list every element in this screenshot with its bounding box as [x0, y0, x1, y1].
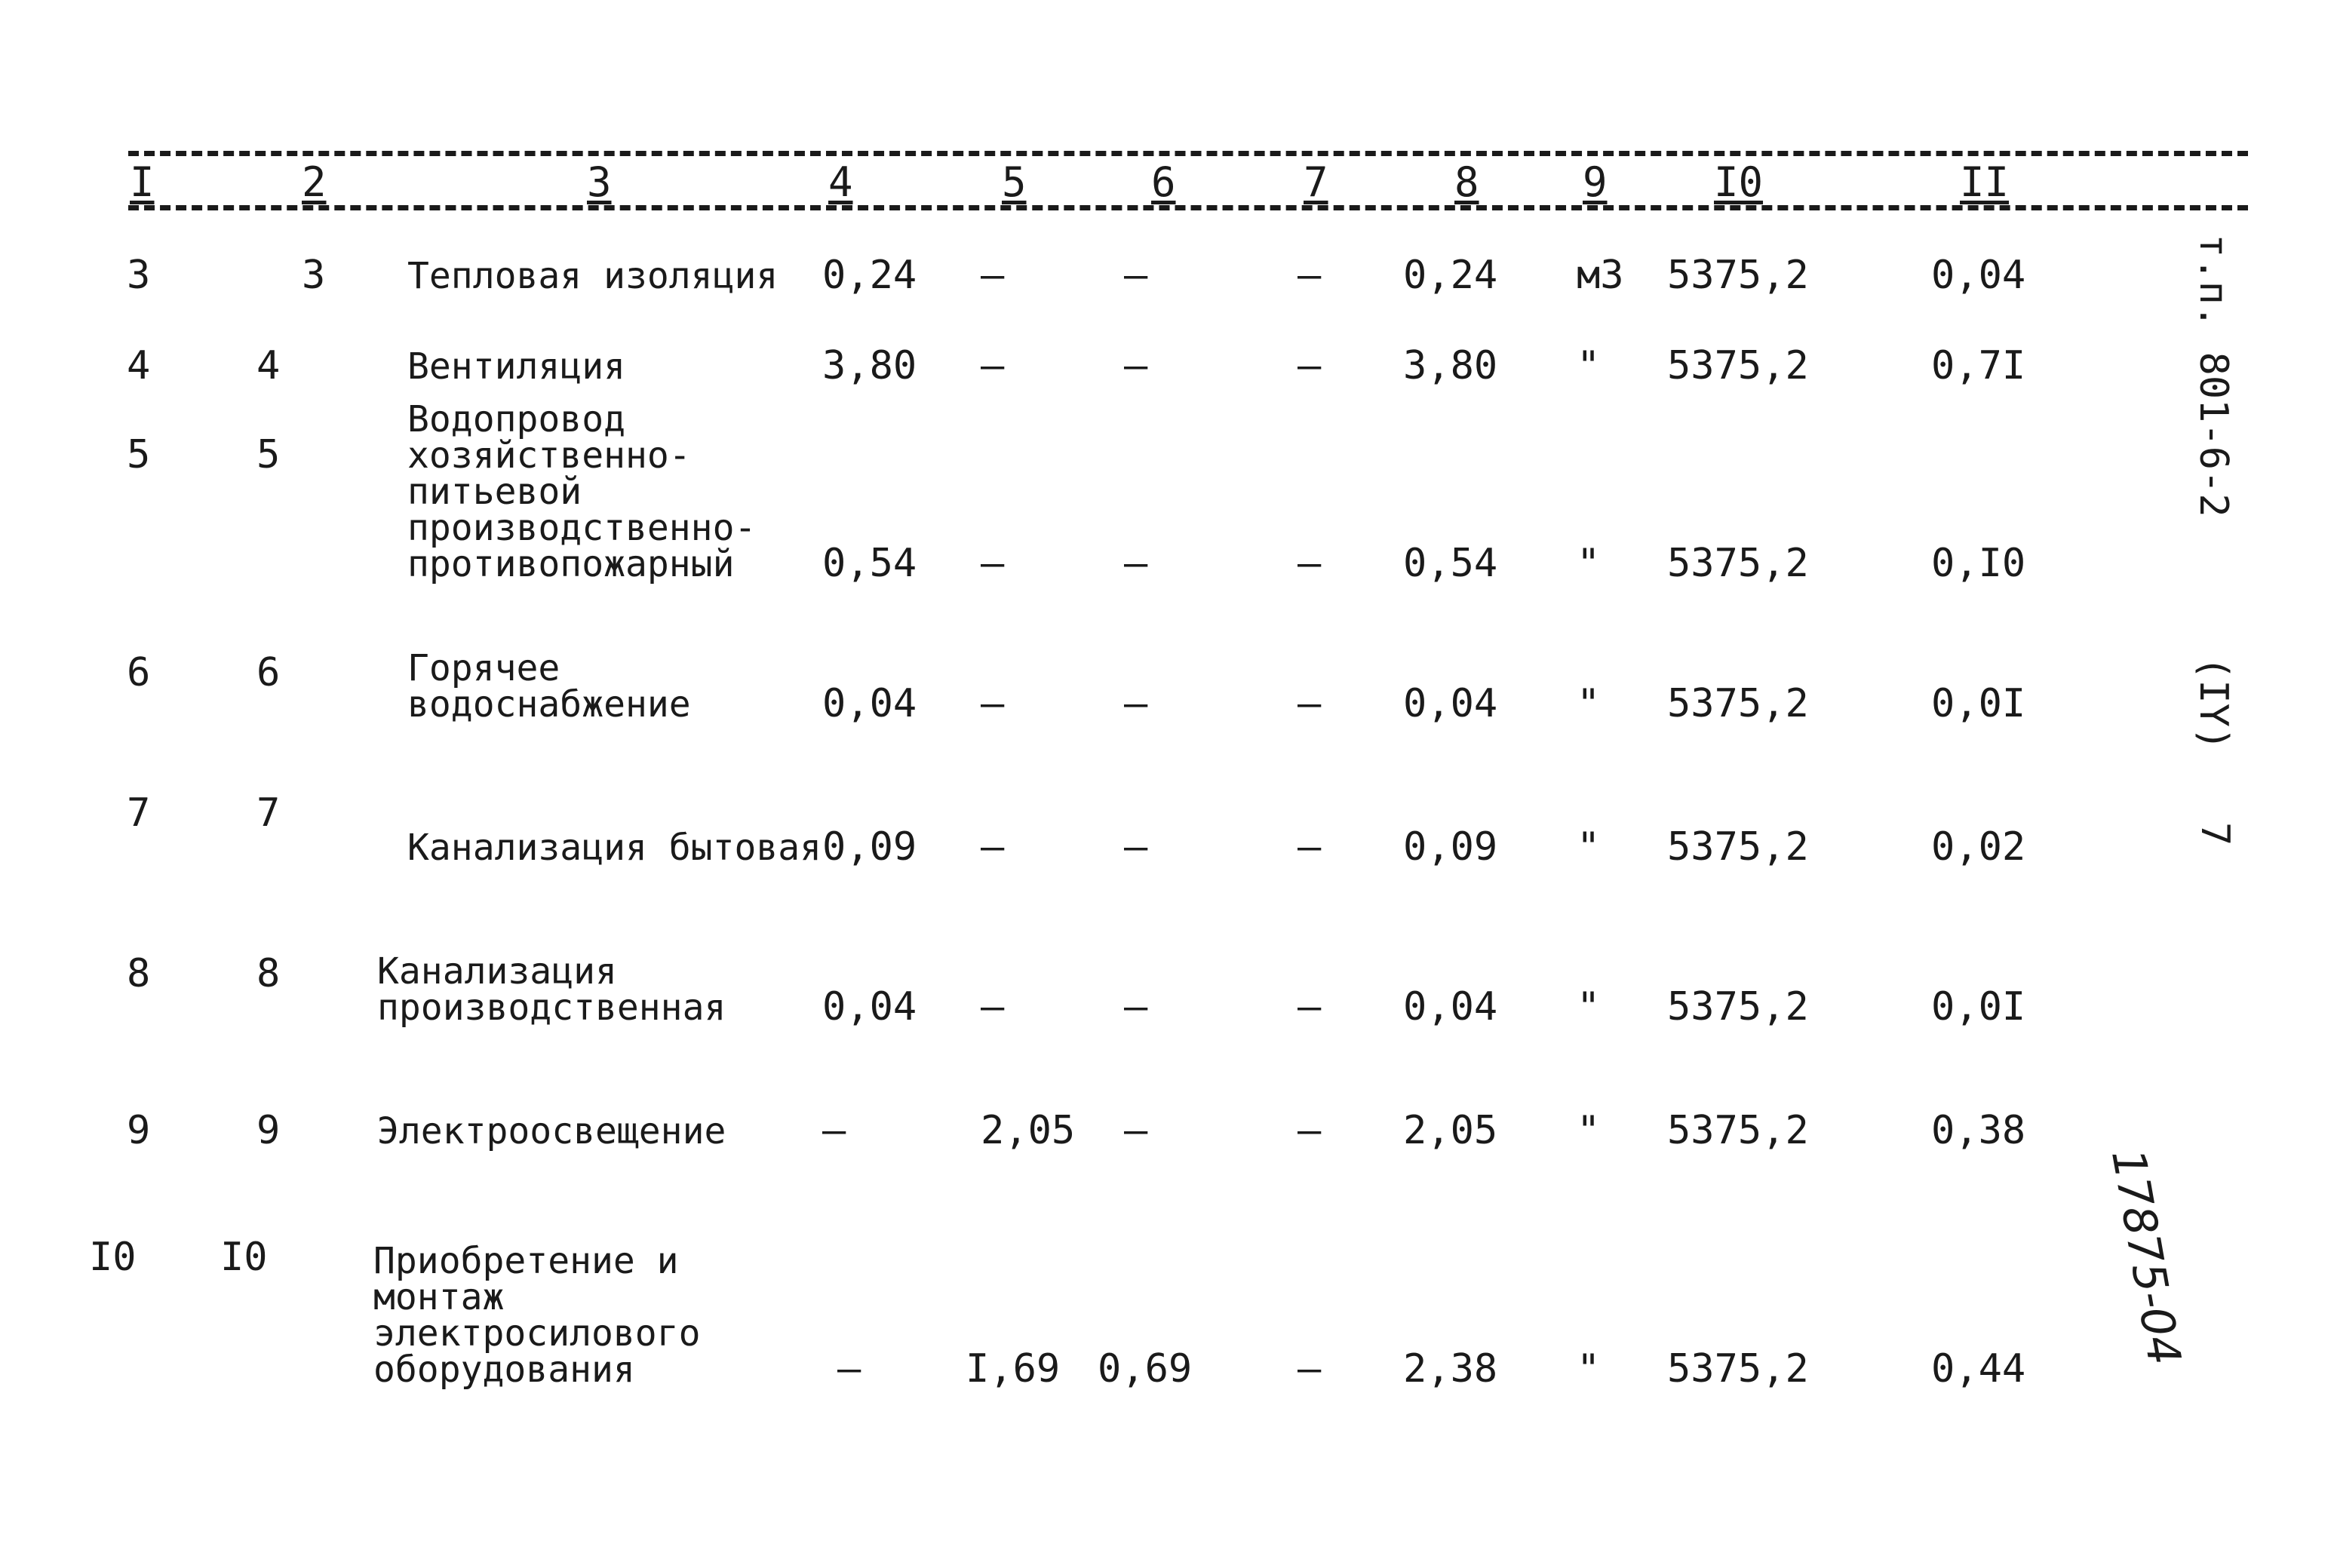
- item-number: 7: [256, 790, 281, 836]
- col-8-value: 0,09: [1403, 824, 1498, 870]
- item-number: 9: [256, 1108, 281, 1153]
- table-row: [0, 723, 2334, 870]
- col-8-value: 2,05: [1403, 1108, 1498, 1153]
- header-col-5: 5: [1002, 158, 1027, 206]
- col-8-value: 0,04: [1403, 681, 1498, 726]
- item-number: 5: [256, 432, 281, 477]
- header-col-6: 6: [1151, 158, 1176, 206]
- col-7-value: –: [1298, 681, 1322, 726]
- header-top-rule: [128, 151, 2248, 156]
- row-number: 4: [127, 343, 151, 388]
- total: 0,I0: [1931, 541, 2026, 586]
- unit: ": [1577, 681, 1601, 726]
- total: 0,7I: [1931, 343, 2026, 388]
- unit-price: 5375,2: [1667, 1346, 1809, 1392]
- col-8-value: 0,54: [1403, 541, 1498, 586]
- col-4-value: 3,80: [822, 343, 917, 388]
- table-row: [0, 234, 2334, 298]
- table-row: [0, 1149, 2334, 1392]
- unit: ": [1577, 984, 1601, 1029]
- col-5-value: 2,05: [981, 1108, 1076, 1153]
- col-8-value: 0,24: [1403, 253, 1498, 298]
- unit-price: 5375,2: [1667, 541, 1809, 586]
- col-6-value: –: [1124, 824, 1148, 870]
- unit-price: 5375,2: [1667, 253, 1809, 298]
- unit-price: 5375,2: [1667, 1108, 1809, 1153]
- col-4-value: 0,04: [822, 984, 917, 1029]
- total: 0,02: [1931, 824, 2026, 870]
- header-col-7: 7: [1304, 158, 1328, 206]
- item-name: Электроосвещение: [377, 1110, 726, 1152]
- row-number: 7: [127, 790, 151, 836]
- item-name: Тепловая изоляция: [407, 255, 779, 297]
- col-7-value: –: [1298, 824, 1322, 870]
- item-name: Горячее водоснабжение: [407, 647, 691, 726]
- item-number: 8: [256, 951, 281, 996]
- header-col-8: 8: [1454, 158, 1479, 206]
- col-5-value: –: [981, 681, 1005, 726]
- section-number: (IY): [2191, 656, 2236, 751]
- item-name: Вентиляция: [407, 345, 625, 388]
- col-7-value: –: [1298, 343, 1322, 388]
- item-name: Приобретение и монтаж электросилового оборудования: [373, 1240, 701, 1391]
- header-col-11: II: [1960, 158, 2010, 206]
- col-5-value: –: [981, 824, 1005, 870]
- row-number: 3: [127, 253, 151, 298]
- col-6-value: –: [1124, 541, 1148, 586]
- inventory-stamp: 17875-04: [2100, 1145, 2191, 1370]
- col-5-value: I,69: [966, 1346, 1061, 1392]
- page-number: 7: [2192, 822, 2237, 846]
- total: 0,38: [1931, 1108, 2026, 1153]
- row-number: 9: [127, 1108, 151, 1153]
- total: 0,04: [1931, 253, 2026, 298]
- col-4-value: 0,54: [822, 541, 917, 586]
- header-bottom-rule: [128, 205, 2248, 210]
- col-6-value: –: [1124, 253, 1148, 298]
- row-number: 6: [127, 650, 151, 695]
- header-col-9: 9: [1583, 158, 1608, 206]
- col-6-value: –: [1124, 1108, 1148, 1153]
- col-5-value: –: [981, 253, 1005, 298]
- table-row: [0, 1026, 2334, 1153]
- unit-price: 5375,2: [1667, 343, 1809, 388]
- total: 0,0I: [1931, 681, 2026, 726]
- item-name: Канализация производственная: [377, 950, 726, 1029]
- col-8-value: 0,04: [1403, 984, 1498, 1029]
- col-6-value: –: [1124, 984, 1148, 1029]
- col-5-value: –: [981, 541, 1005, 586]
- unit: ": [1577, 1108, 1601, 1153]
- unit-price: 5375,2: [1667, 681, 1809, 726]
- col-4-value: 0,24: [822, 253, 917, 298]
- table-body: [0, 234, 2334, 1392]
- header-col-1: I: [130, 158, 155, 206]
- col-4-value: 0,09: [822, 824, 917, 870]
- total: 0,44: [1931, 1346, 2026, 1392]
- total: 0,0I: [1931, 984, 2026, 1029]
- table-row: [0, 385, 2334, 586]
- col-7-value: –: [1298, 1346, 1322, 1392]
- table-row: [0, 582, 2334, 726]
- item-number: I0: [220, 1235, 268, 1280]
- col-6-value: –: [1124, 681, 1148, 726]
- item-name: Водопровод хозяйственно-питьевой производственно-противопожарный: [407, 398, 757, 585]
- col-8-value: 2,38: [1403, 1346, 1498, 1392]
- header-col-4: 4: [828, 158, 853, 206]
- row-number: 5: [127, 432, 151, 477]
- item-number: 3: [302, 253, 326, 298]
- unit-price: 5375,2: [1667, 824, 1809, 870]
- row-number: 8: [127, 951, 151, 996]
- item-number: 6: [256, 650, 281, 695]
- col-4-value: –: [837, 1346, 861, 1392]
- unit: м3: [1577, 253, 1624, 298]
- table-row: [0, 294, 2334, 388]
- item-name: Канализация бытовая: [407, 827, 822, 869]
- col-7-value: –: [1298, 541, 1322, 586]
- col-5-value: –: [981, 984, 1005, 1029]
- col-4-value: –: [822, 1108, 846, 1153]
- unit-price: 5375,2: [1667, 984, 1809, 1029]
- col-7-value: –: [1298, 984, 1322, 1029]
- header-col-2: 2: [302, 158, 327, 206]
- unit: ": [1577, 824, 1601, 870]
- col-7-value: –: [1298, 1108, 1322, 1153]
- header-col-3: 3: [587, 158, 612, 206]
- unit: ": [1577, 343, 1601, 388]
- col-6-value: 0,69: [1098, 1346, 1193, 1392]
- row-number: I0: [89, 1235, 137, 1280]
- unit: ": [1577, 541, 1601, 586]
- unit: ": [1577, 1346, 1601, 1392]
- col-5-value: –: [981, 343, 1005, 388]
- col-4-value: 0,04: [822, 681, 917, 726]
- col-7-value: –: [1298, 253, 1322, 298]
- header-col-10: I0: [1714, 158, 1764, 206]
- item-number: 4: [256, 343, 281, 388]
- col-6-value: –: [1124, 343, 1148, 388]
- col-8-value: 3,80: [1403, 343, 1498, 388]
- document-code: т.п. 801-6-2: [2191, 234, 2236, 517]
- table-row: [0, 866, 2334, 1029]
